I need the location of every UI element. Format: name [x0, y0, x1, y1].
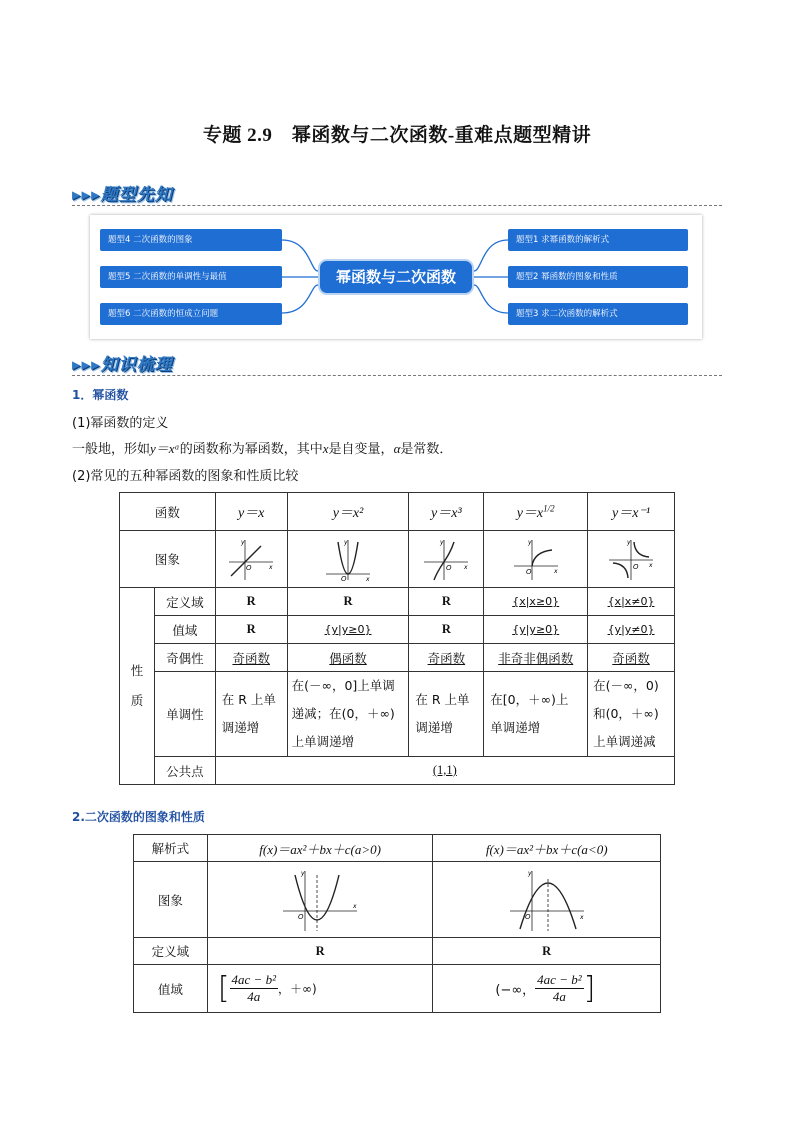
origin-label: O	[298, 912, 304, 921]
mind-map-node-type4: 题型4 二次函数的图象	[100, 229, 282, 251]
cell-line: 在 R 上单	[221, 692, 276, 707]
row-label: 奇偶性	[154, 644, 215, 672]
table-cell: R	[409, 588, 484, 616]
row-label: 值域	[154, 616, 215, 644]
table-cell: R	[215, 616, 287, 644]
mind-map	[90, 215, 702, 339]
table-cell: R	[433, 938, 661, 965]
table-cell: {x|x≥0}	[484, 588, 588, 616]
graph-cube	[420, 536, 472, 582]
graph-cell	[588, 531, 675, 588]
range-upward	[207, 965, 433, 1013]
mind-map-node-type3: 题型3 求二次函数的解析式	[508, 303, 688, 325]
table-cell	[409, 672, 484, 757]
graph-cell	[409, 531, 484, 588]
axis-label-x: x	[553, 568, 558, 575]
header-graph: 图象	[120, 531, 216, 588]
table-row-parity	[120, 644, 675, 672]
header-graph: 图象	[134, 862, 208, 938]
section-heading-power-functions: 1．幂函数	[72, 388, 129, 402]
graph-cell	[484, 531, 588, 588]
table-cell: R	[215, 588, 287, 616]
cell-line: 调递增	[415, 720, 453, 735]
graph-square	[322, 536, 374, 582]
axis-label-y: y	[241, 539, 245, 546]
mind-map-node-type1: 题型1 求幂函数的解析式	[508, 229, 688, 251]
graph-parabola-down	[504, 867, 590, 933]
definition-variable: x	[322, 441, 329, 456]
bracket: [	[217, 971, 230, 1006]
table-cell	[215, 672, 287, 757]
table-row-domain	[134, 938, 661, 965]
table-cell: 奇函数	[215, 644, 287, 672]
fraction-numerator: 4ac − b²	[537, 972, 582, 987]
header-nature	[120, 588, 155, 785]
divider	[72, 205, 722, 206]
function-cell: y＝x	[215, 493, 287, 531]
graph-cell	[433, 862, 661, 938]
graph-parabola-up	[277, 867, 363, 933]
quadratic-function-table	[133, 834, 661, 1013]
table-cell: 奇函数	[409, 644, 484, 672]
row-label: 单调性	[154, 672, 215, 757]
header-range: 值域	[134, 965, 208, 1013]
graph-linear	[225, 536, 277, 582]
header-formula: 解析式	[134, 835, 208, 862]
table-cell: R	[207, 938, 433, 965]
axis-label-y: y	[344, 539, 348, 546]
banner-label: ▸▸▸题型先知	[72, 185, 173, 205]
section-banner-question-types	[72, 178, 722, 208]
cell-line: 在[0，＋∞)上	[490, 692, 569, 707]
mind-map-center: 幂函数与二次函数	[318, 259, 474, 295]
axis-label-x: x	[269, 564, 273, 571]
axis-label-y: y	[527, 539, 532, 546]
axis-label-y: y	[527, 869, 532, 877]
bracket: ]	[583, 971, 596, 1006]
fraction	[535, 972, 583, 1005]
function-text: y＝x	[516, 505, 544, 521]
common-point-cell: (1,1)	[215, 757, 674, 785]
graph-cell	[287, 531, 409, 588]
cell-line: 和(0，＋∞)	[593, 706, 659, 721]
definition-part: 的函数称为幂函数，其中	[179, 442, 323, 457]
power-function-table	[119, 492, 675, 785]
cell-line: 在(－∞，0)	[593, 678, 659, 693]
table-cell: {y|y≥0}	[287, 616, 409, 644]
cell-line: 递减；在(0，＋∞)	[291, 706, 395, 721]
divider	[72, 375, 722, 376]
origin-label: O	[246, 564, 252, 572]
table-cell: R	[287, 588, 409, 616]
range-downward	[433, 965, 661, 1013]
cell-line: 上单调递减	[593, 734, 656, 749]
fraction-numerator: 4ac − b²	[231, 972, 276, 987]
definition-formula: y＝xᵅ	[150, 441, 180, 456]
banner-label: ▸▸▸知识梳理	[72, 355, 173, 375]
header-function: 函数	[120, 493, 216, 531]
table-row-range	[120, 616, 675, 644]
mind-map-node-type6: 题型6 二次函数的恒成立问题	[100, 303, 282, 325]
definition-part: 一般地，形如	[72, 442, 151, 457]
origin-label: O	[524, 912, 531, 921]
table-cell	[588, 672, 675, 757]
origin-label: O	[633, 563, 639, 571]
table-row-domain	[120, 588, 675, 616]
table-cell: {x|x≠0}	[588, 588, 675, 616]
range-tail: ，＋∞)	[277, 982, 317, 996]
function-exponent: 1/2	[543, 502, 555, 513]
header-domain: 定义域	[134, 938, 208, 965]
axis-label-x: x	[464, 564, 468, 571]
cell-line: 在 R 上单	[415, 692, 470, 707]
axis-label-x: x	[579, 913, 584, 921]
table-cell	[484, 672, 588, 757]
table-cell: R	[409, 616, 484, 644]
axis-label-x: x	[366, 576, 370, 582]
mind-map-node-type2: 题型2 幂函数的图象和性质	[508, 266, 688, 288]
row-label: 定义域	[154, 588, 215, 616]
page-title: 专题 2.9 幂函数与二次函数-重难点题型精讲	[202, 125, 592, 146]
graph-reciprocal	[605, 536, 657, 582]
axis-label-y: y	[440, 539, 444, 546]
axis-label-y: y	[627, 539, 631, 546]
origin-label: O	[525, 568, 532, 576]
cell-line: 调递增	[221, 720, 260, 735]
section-heading-quadratic: 2.二次函数的图象和性质	[72, 810, 205, 824]
subheading-definition: (1)幂函数的定义	[72, 416, 169, 431]
table-row-monotonicity	[120, 672, 675, 757]
definition-text	[72, 438, 452, 457]
graph-cell	[215, 531, 287, 588]
subheading-comparison: (2)常见的五种幂函数的图象和性质比较	[72, 469, 299, 484]
origin-label: O	[341, 575, 347, 582]
formula-upward: f(x)＝ax²＋bx＋c(a>0)	[207, 835, 433, 862]
cell-line: 上单调递增	[291, 734, 355, 749]
table-row-formula	[134, 835, 661, 862]
axis-label-y: y	[301, 869, 305, 877]
table-row-graphs	[120, 531, 675, 588]
function-cell: y＝x⁻¹	[588, 493, 675, 531]
graph-square-root	[510, 536, 562, 582]
function-cell: y＝x²	[287, 493, 409, 531]
function-cell: y＝x³	[409, 493, 484, 531]
section-banner-knowledge	[72, 348, 722, 378]
function-cell	[484, 493, 588, 531]
origin-label: O	[446, 564, 452, 572]
axis-label-x: x	[353, 902, 357, 910]
definition-part: 是常数．	[400, 442, 453, 457]
axis-label-x: x	[649, 562, 653, 569]
table-cell: 非奇非偶函数	[484, 644, 588, 672]
range-head: (−∞，	[495, 983, 536, 998]
cell-line: 在(－∞，0]上单调	[291, 678, 395, 693]
table-cell: 偶函数	[287, 644, 409, 672]
formula-downward: f(x)＝ax²＋bx＋c(a<0)	[433, 835, 661, 862]
fraction	[230, 972, 278, 1005]
fraction-denominator: 4a	[552, 989, 566, 1004]
table-cell	[287, 672, 409, 757]
table-cell: {y|y≠0}	[588, 616, 675, 644]
table-cell: {y|y≥0}	[484, 616, 588, 644]
definition-part: 是自变量，	[328, 442, 394, 457]
table-cell: 奇函数	[588, 644, 675, 672]
table-row-common-point	[120, 757, 675, 785]
table-row-range	[134, 965, 661, 1013]
table-row-functions	[120, 493, 675, 531]
table-row-graph	[134, 862, 661, 938]
definition-constant: α	[393, 441, 401, 456]
mind-map-node-type5: 题型5 二次函数的单调性与最值	[100, 266, 282, 288]
graph-cell	[207, 862, 433, 938]
cell-line: 单调递增	[490, 720, 541, 735]
fraction-denominator: 4a	[247, 989, 261, 1004]
nature-label: 性质	[130, 663, 144, 708]
row-label: 公共点	[154, 757, 215, 785]
